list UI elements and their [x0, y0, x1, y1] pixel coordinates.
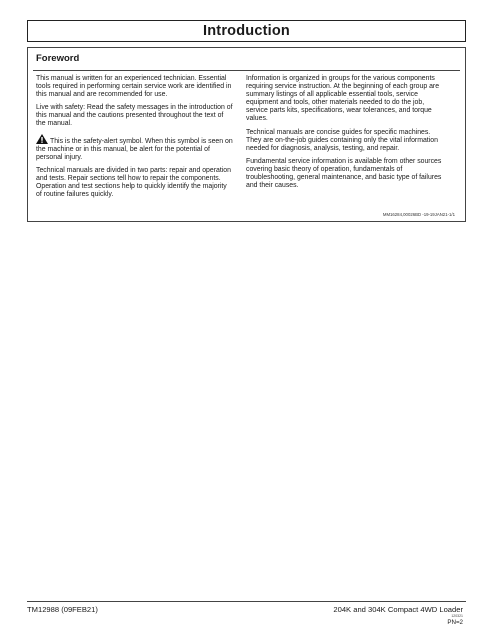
paragraph: Information is organized in groups for the various components requiring service instruction. At the beginning of each group are summary listings of all applicable essential tools, service equipment and tools, other materials needed to do the job, service parts kits, specifications, wear tolerances, and torque values. [246, 75, 440, 123]
footer-code: 120321 [451, 614, 463, 618]
section-heading: Foreword [36, 53, 80, 64]
paragraph: This manual is written for an experienced technician. Essential tools required in performing certain service work are identified in this manual and are recommended for use. [36, 75, 232, 99]
paragraph: Live with safety: Read the safety messages in the introduction of this manual and the cautions presented throughout the text of the manual. [36, 104, 233, 128]
manual-id: TM12988 (09FEB21) [27, 605, 98, 614]
page-title-box [27, 20, 466, 42]
section-divider [33, 70, 460, 71]
page-title: Introduction [203, 23, 290, 39]
safety-alert-triangle-icon [36, 134, 48, 144]
right-column [246, 75, 443, 195]
foreword-section [27, 47, 466, 222]
safety-alert-text: This is the safety-alert symbol. When this symbol is seen on the machine or in this manual, be alert for the potential of personal injury. [36, 137, 233, 161]
paragraph: Technical manuals are divided in two parts: repair and operation and tests. Repair sections tell how to repair the components. Operation and test sections help to quickly identify the majority of routine failures quickly. [36, 166, 231, 199]
left-column [36, 75, 233, 204]
paragraph: Fundamental service information is available from other sources covering basic theory of operation, fundamentals of troubleshooting, general maintenance, and basic type of failures and their causes. [246, 157, 442, 190]
safety-alert-paragraph [36, 134, 233, 162]
machine-name: 204K and 304K Compact 4WD Loader [333, 605, 463, 614]
footer-divider [27, 601, 466, 602]
page-number: PN=2 [447, 619, 463, 626]
reference-id: MM16284,00026BD -19-19JAN21-1/1 [382, 212, 455, 217]
paragraph: Technical manuals are concise guides for specific machines. They are on-the-job guides containing only the vital information needed for diagnosis, analysis, testing, and repair. [246, 128, 438, 152]
